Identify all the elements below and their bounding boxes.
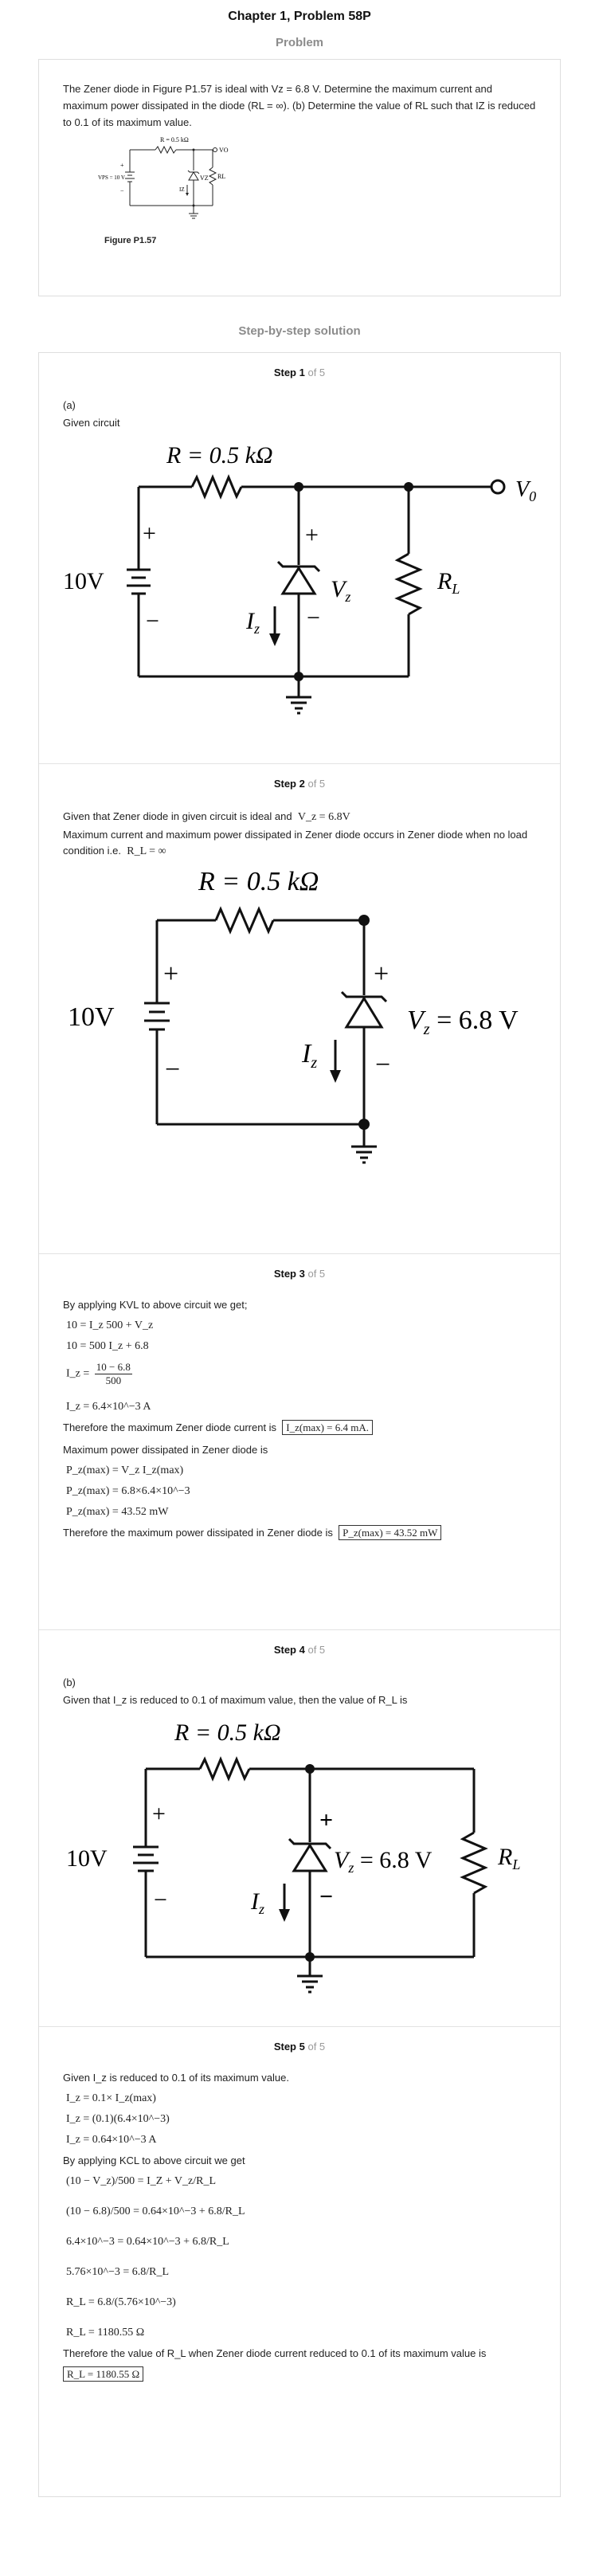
rl-infinity: R_L = ∞ [127,845,166,857]
step-text: Given circuit [63,417,120,429]
vz-value: V_z = 6.8V [297,811,350,823]
resistor-label: R = 0.5 kΩ [198,867,319,896]
conclusion [63,2366,536,2382]
part-label: (b) [63,1676,76,1688]
equation: R_L = 1180.55 Ω [66,2327,145,2339]
iz-label: $I_z$ [246,608,260,637]
source-label: 10V [68,1002,115,1032]
problem-text: The Zener diode in Figure P1.57 is ideal with Vz = 6.8 V. Determine the maximum current and maximum power dissipated in the diode (RL = ∞). (b) Determine the value of RL such that IZ is reduced to 0.1 of its maximum value. [63,83,536,128]
step-title: Step 1 of 5 [273,367,326,378]
figure-caption: Figure P1.57 [104,236,157,245]
answer-box: P_z(max) = 43.52 mW [339,1525,441,1540]
rl-label: $R_L$ [437,568,460,597]
step-1 [39,353,560,763]
equation: 10 = 500 I_z + 6.8 [66,1340,149,1352]
fig-iz-label: IZ [179,186,185,193]
equation: I_z = 0.64×10^−3 A [66,2134,157,2146]
conclusion: Therefore the value of R_L when Zener diode current reduced to 0.1 of its maximum value is [63,2347,487,2359]
iz-label: $I_z$ [251,1888,265,1917]
equation: P_z(max) = 6.8×6.4×10^−3 [66,1485,190,1497]
step-text: Given I_z is reduced to 0.1 of its maximum value. [63,2072,289,2084]
solution-card [38,352,561,2497]
plus-sign: + [163,959,179,989]
equation: 10 = I_z 500 + V_z [66,1319,154,1331]
minus-sign: − [146,608,159,634]
step-2 [39,763,560,1253]
fig-vps-label: VPS = 10 V [98,174,125,181]
vz-minus: − [307,605,320,631]
solution-heading: Step-by-step solution [238,324,361,338]
vz-plus: + [305,522,319,548]
current-arrow [330,1070,341,1083]
step-text: By applying KVL to above circuit we get; [63,1299,248,1311]
current-arrow [279,1909,290,1922]
vz-minus: − [375,1050,391,1080]
problem-card [38,59,561,296]
page-title: Chapter 1, Problem 58P [228,10,371,23]
equation: (10 − 6.8)/500 = 0.64×10^−3 + 6.8/R_L [66,2205,245,2217]
step-text: By applying KCL to above circuit we get [63,2155,245,2166]
problem-figure [98,135,273,231]
equation: (10 − V_z)/500 = I_Z + V_z/R_L [66,2175,217,2187]
equation: I_z = (0.1)(6.4×10^−3) [66,2113,170,2125]
circuit-diagram [63,863,541,1206]
conclusion: Therefore the maximum Zener diode current is I_z(max) = 6.4 mA. [63,1420,536,1436]
circuit-diagram [63,437,541,724]
fig-vz-label: VZ [200,174,209,182]
rl-label: $R_L$ [498,1844,521,1872]
step-text: Given that I_z is reduced to 0.1 of maximum value, then the value of R_L is [63,1694,408,1706]
answer-box: I_z(max) = 6.4 mA. [282,1420,373,1435]
step-text: Maximum current and maximum power dissipated in Zener diode occurs in Zener diode when no load condition i.e. R_L = ∞ [63,829,528,857]
iz-label: $I_z$ [302,1039,318,1072]
part-label: (a) [63,399,76,411]
fig-rl-label: RL [217,173,226,180]
step-title: Step 5 of 5 [273,2041,326,2053]
svg-text:−: − [120,187,124,194]
vo-label: $V_0$ [515,477,537,504]
step-title: Step 2 of 5 [273,778,326,790]
equation: I_z = 6.4×10^−3 A [66,1401,151,1413]
equation: R_L = 6.8/(5.76×10^−3) [66,2296,176,2308]
problem-heading: Problem [275,36,323,49]
plus-sign: + [152,1801,166,1827]
equation: 5.76×10^−3 = 6.8/R_L [66,2266,170,2278]
vz-plus: + [374,959,390,989]
answer-box: R_L = 1180.55 Ω [63,2366,143,2382]
step-text: Maximum power dissipated in Zener diode is [63,1444,268,1456]
equation: P_z(max) = V_z I_z(max) [66,1464,184,1476]
step-3 [39,1253,560,1629]
minus-sign: − [165,1055,181,1084]
step-title: Step 3 of 5 [273,1268,326,1280]
step-text: Given that Zener diode in given circuit is ideal and V_z = 6.8V [63,810,350,823]
vz-label: $V_z$ [331,576,351,605]
plus-sign: + [143,520,156,547]
step-4 [39,1629,560,2026]
fig-vo-label: VO [219,147,229,154]
equation: P_z(max) = 43.52 mW [66,1506,169,1518]
current-arrow [269,633,280,646]
equation: I_z = 0.1× I_z(max) [66,2092,156,2104]
vz-label: $V_z = 6.8$ V [334,1847,433,1876]
vz-plus: + [319,1807,334,1833]
equation: 6.4×10^−3 = 0.64×10^−3 + 6.8/R_L [66,2236,229,2248]
svg-text:+: + [120,162,124,169]
resistor-label: R = 0.5 kΩ [166,442,273,469]
source-label: 10V [66,1845,108,1872]
equation: I_z = $\frac{10 - 6.8}{500}$ [66,1361,131,1386]
circuit-diagram [63,1713,541,2008]
conclusion: Therefore the maximum power dissipated in Zener diode is P_z(max) = 43.52 mW [63,1525,536,1541]
resistor-label: R = 0.5 kΩ [174,1719,281,1746]
vz-minus: − [319,1884,334,1910]
minus-sign: − [154,1887,167,1913]
fig-r-label: R = 0.5 kΩ [160,136,189,143]
step-title: Step 4 of 5 [273,1644,326,1656]
vz-label: $V_z = 6.8$ V [407,1006,519,1038]
step-5 [39,2026,560,2496]
source-label: 10V [63,568,104,594]
